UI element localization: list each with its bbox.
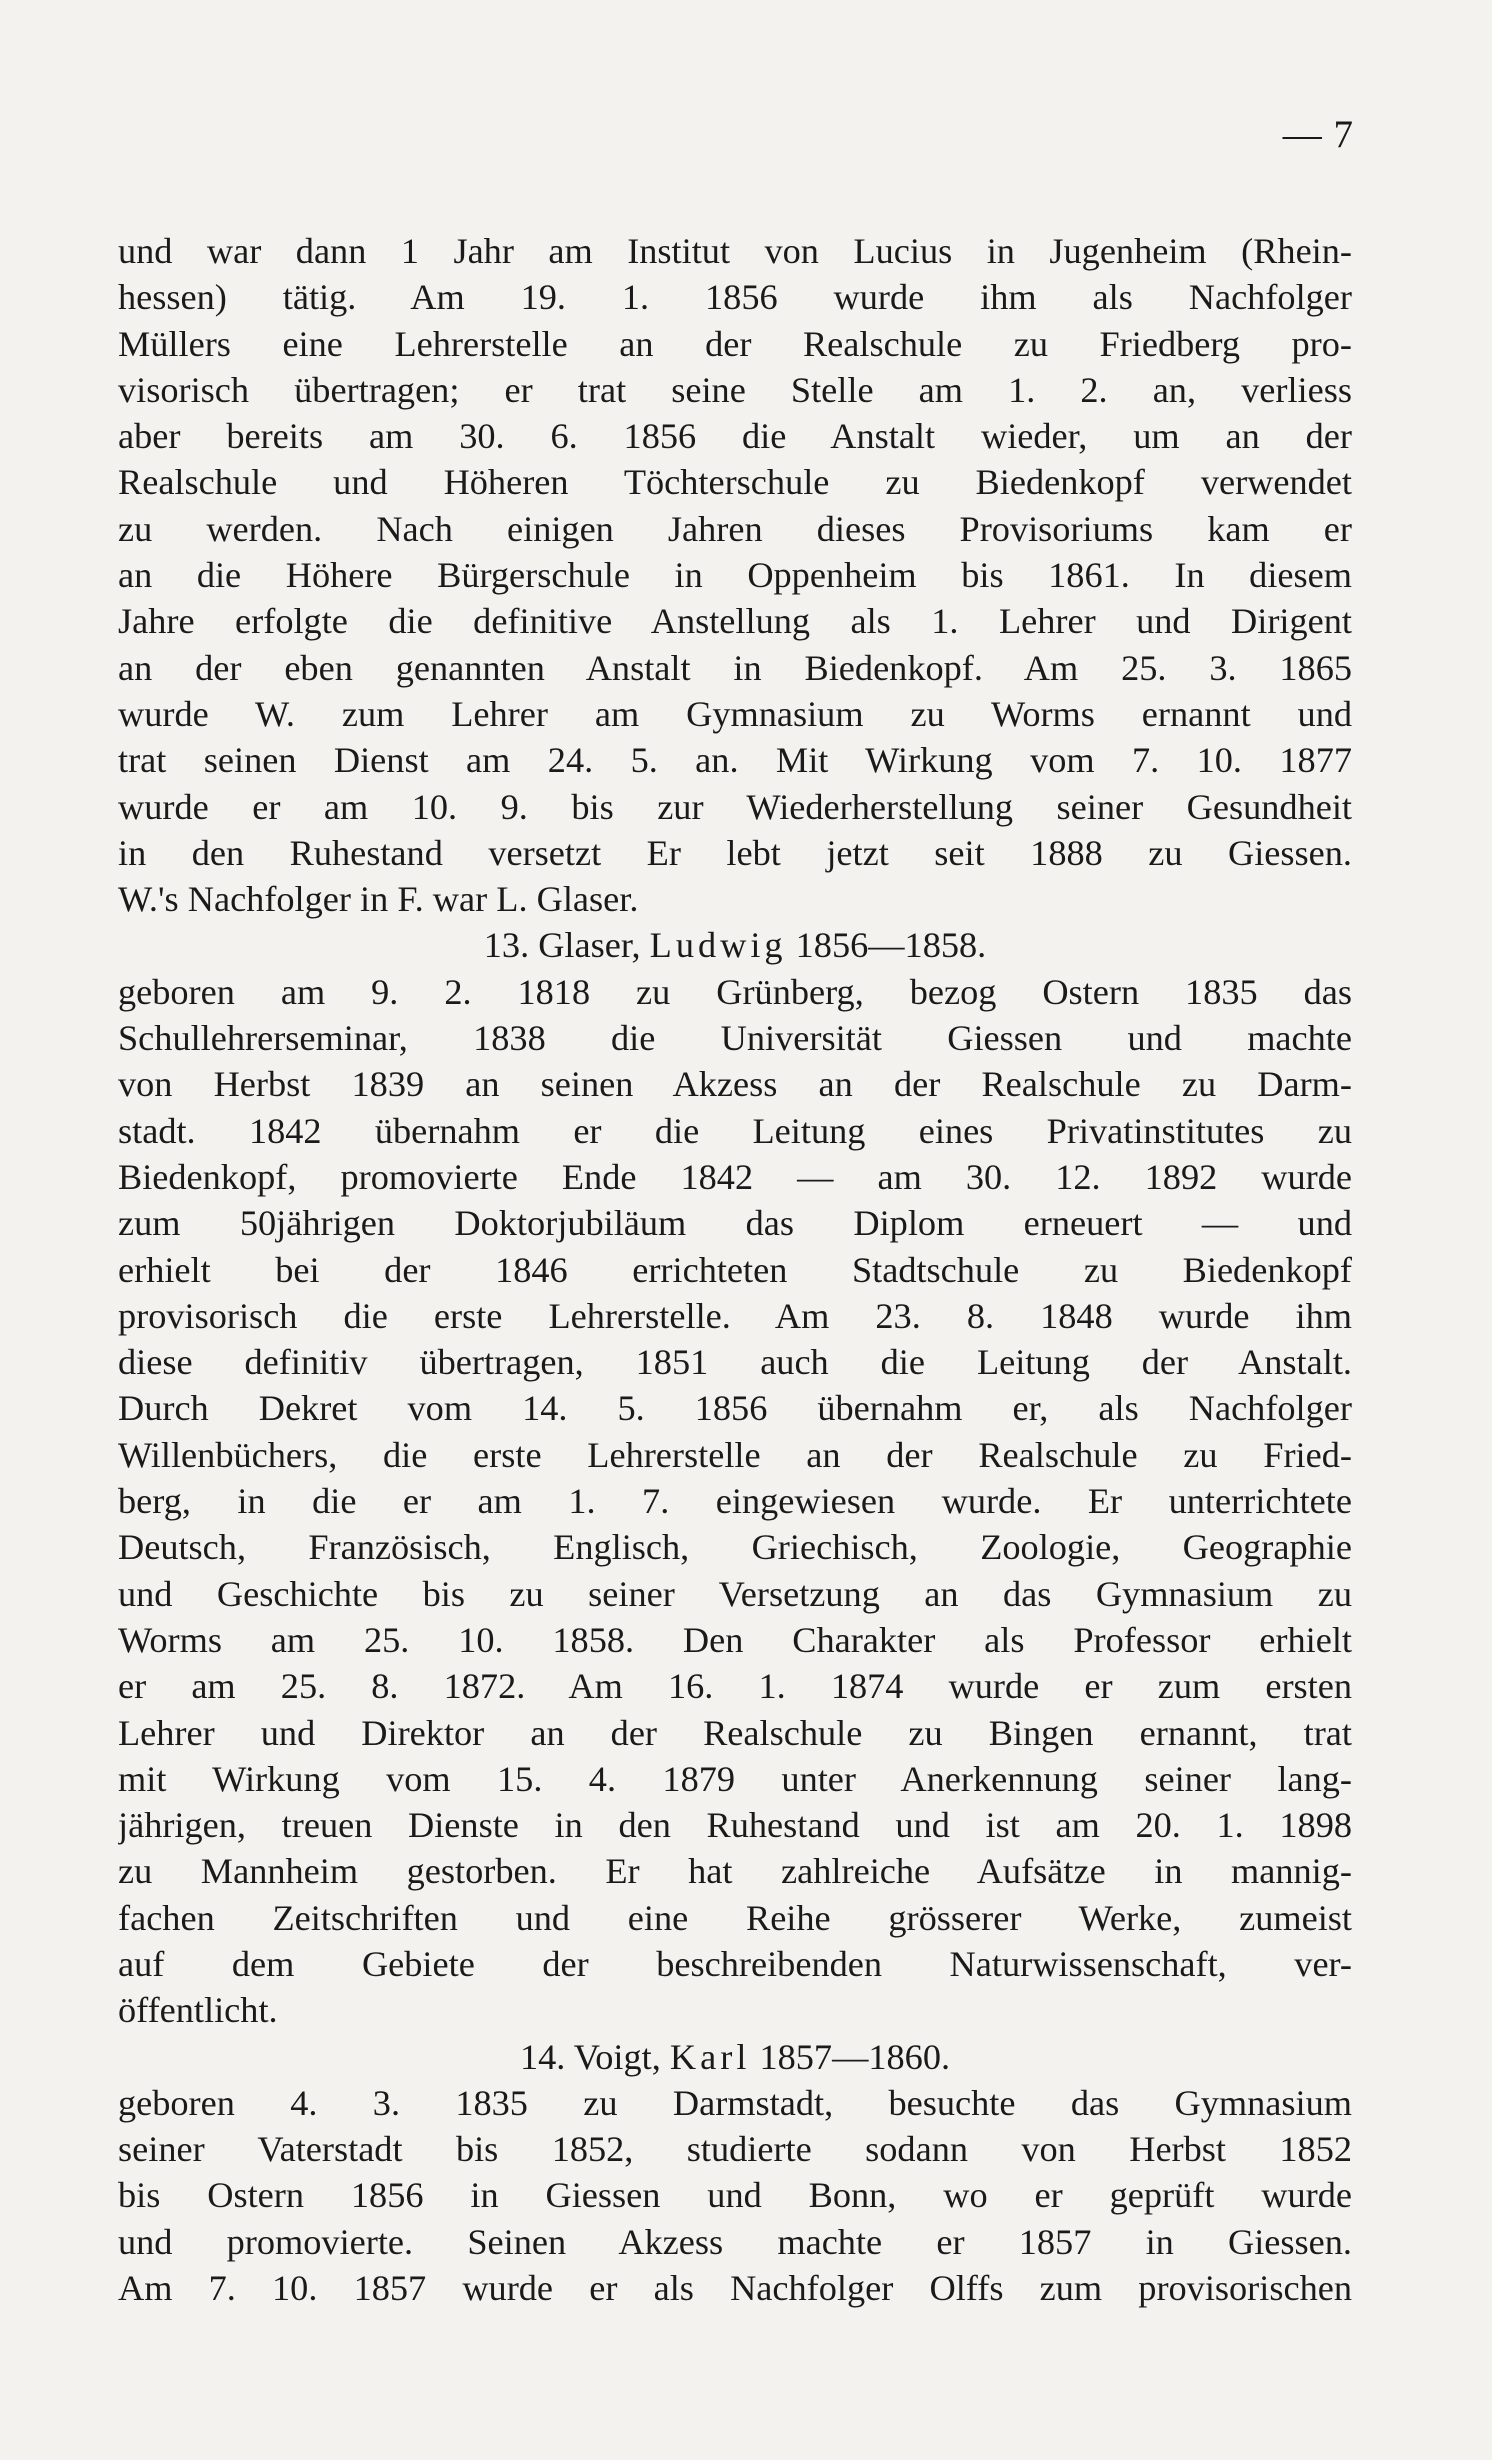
text-line: zum 50jährigen Doktorjubiläum das Diplom erneuert — und [118, 1203, 1352, 1244]
text-line: fachen Zeitschriften und eine Reihe grösserer Werke, zumeist [118, 1897, 1352, 1938]
text-line: wurde er am 10. 9. bis zur Wiederherstellung seiner Gesundheit [118, 786, 1352, 827]
text-line: trat seinen Dienst am 24. 5. an. Mit Wirkung vom 7. 10. 1877 [118, 740, 1352, 781]
text-line: zu Mannheim gestorben. Er hat zahlreiche Aufsätze in mannig- [118, 1851, 1352, 1892]
text-line: in den Ruhestand versetzt Er lebt jetzt seit 1888 zu Giessen. [118, 832, 1352, 873]
text-line: jährigen, treuen Dienste in den Ruhestand und ist am 20. 1. 1898 [118, 1805, 1352, 1846]
text-line: geboren am 9. 2. 1818 zu Grünberg, bezog Ostern 1835 das [118, 971, 1352, 1012]
text-line: wurde W. zum Lehrer am Gymnasium zu Worms ernannt und [118, 693, 1352, 734]
text-line: und war dann 1 Jahr am Institut von Lucius in Jugenheim (Rhein- [118, 231, 1352, 271]
text-line: Worms am 25. 10. 1858. Den Charakter als Professor erhielt [118, 1619, 1352, 1660]
heading-surname: Glaser, [538, 925, 641, 966]
heading-number: 14. [519, 2036, 566, 2077]
text-line: stadt. 1842 übernahm er die Leitung eines Privatinstitutes zu [118, 1110, 1352, 1151]
text-line: auf dem Gebiete der beschreibenden Naturwissenschaft, ver- [118, 1943, 1352, 1984]
body-text [118, 228, 1352, 2311]
heading-years: 1857—1860. [759, 2036, 951, 2077]
text-line: Am 7. 10. 1857 wurde er als Nachfolger Olffs zum provisorischen [118, 2268, 1352, 2309]
text-line: bis Ostern 1856 in Giessen und Bonn, wo er geprüft wurde [118, 2175, 1352, 2216]
heading-surname: Voigt, [573, 2036, 661, 2077]
page-number: — 7 [1282, 113, 1354, 156]
heading-number: 13. [483, 925, 530, 966]
text-line: provisorisch die erste Lehrerstelle. Am 23. 8. 1848 wurde ihm [118, 1295, 1352, 1336]
text-line: mit Wirkung vom 15. 4. 1879 unter Anerkennung seiner lang- [118, 1758, 1352, 1799]
text-line: seiner Vaterstadt bis 1852, studierte sodann von Herbst 1852 [118, 2129, 1352, 2170]
text-line: diese definitiv übertragen, 1851 auch die Leitung der Anstalt. [118, 1342, 1352, 1383]
text-line: Müllers eine Lehrerstelle an der Realschule zu Friedberg pro- [118, 323, 1352, 364]
text-line: visorisch übertragen; er trat seine Stelle am 1. 2. an, verliess [118, 369, 1352, 410]
text-line: an die Höhere Bürgerschule in Oppenheim bis 1861. In diesem [118, 555, 1352, 596]
text-line: aber bereits am 30. 6. 1856 die Anstalt wieder, um an der [118, 416, 1352, 457]
text-line: geboren 4. 3. 1835 zu Darmstadt, besuchte das Gymnasium [118, 2082, 1352, 2123]
heading-given-name: Ludwig [649, 925, 787, 966]
text-line: hessen) tätig. Am 19. 1. 1856 wurde ihm als Nachfolger [118, 277, 1352, 318]
text-line: Jahre erfolgte die definitive Anstellung als 1. Lehrer und Dirigent [118, 601, 1352, 642]
text-line: Willenbüchers, die erste Lehrerstelle an der Realschule zu Fried- [118, 1434, 1352, 1475]
text-line: und Geschichte bis zu seiner Versetzung an das Gymnasium zu [118, 1573, 1352, 1614]
text-line: an der eben genannten Anstalt in Biedenkopf. Am 25. 3. 1865 [118, 647, 1352, 688]
text-line: er am 25. 8. 1872. Am 16. 1. 1874 wurde er zum ersten [118, 1666, 1352, 1707]
text-line: von Herbst 1839 an seinen Akzess an der Realschule zu Darm- [118, 1064, 1352, 1105]
text-line: W.'s Nachfolger in F. war L. Glaser. [118, 879, 639, 920]
section-heading [118, 922, 1352, 968]
text-line: Lehrer und Direktor an der Realschule zu Bingen ernannt, trat [118, 1712, 1352, 1753]
text-line: Schullehrerseminar, 1838 die Universität Giessen und machte [118, 1018, 1352, 1059]
text-line: öffentlicht. [118, 1990, 278, 2031]
text-line: berg, in die er am 1. 7. eingewiesen wurde. Er unterrichtete [118, 1481, 1352, 1522]
heading-years: 1856—1858. [795, 925, 987, 966]
text-line: zu werden. Nach einigen Jahren dieses Provisoriums kam er [118, 508, 1352, 549]
text-line: und promovierte. Seinen Akzess machte er 1857 in Giessen. [118, 2221, 1352, 2262]
text-line: Biedenkopf, promovierte Ende 1842 — am 30. 12. 1892 wurde [118, 1156, 1352, 1197]
text-line: Durch Dekret vom 14. 5. 1856 übernahm er, als Nachfolger [118, 1388, 1352, 1429]
heading-given-name: Karl [669, 2036, 751, 2077]
text-line: Realschule und Höheren Töchterschule zu Biedenkopf verwendet [118, 462, 1352, 503]
text-line: Deutsch, Französisch, Englisch, Griechisch, Zoologie, Geographie [118, 1527, 1352, 1568]
text-line: erhielt bei der 1846 errichteten Stadtschule zu Biedenkopf [118, 1249, 1352, 1290]
section-heading [118, 2034, 1352, 2080]
